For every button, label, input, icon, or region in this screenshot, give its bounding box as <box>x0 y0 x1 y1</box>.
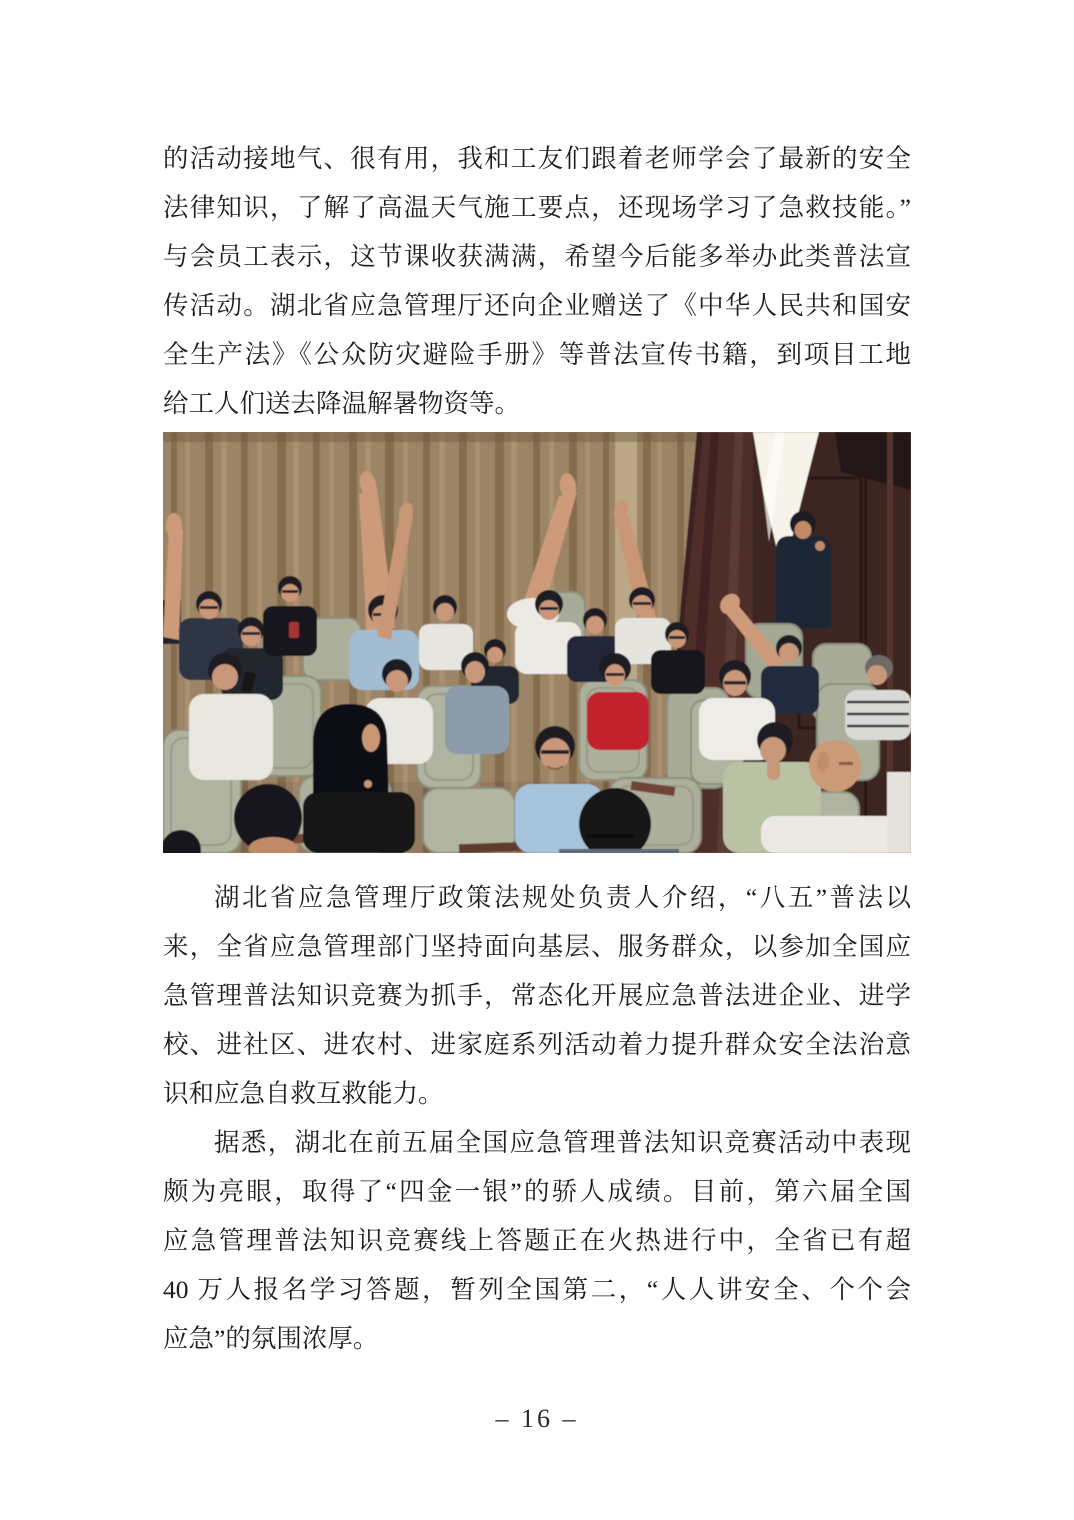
text-line: 与会员工表示，这节课收获满满，希望今后能多举办此类普法宣 <box>163 242 911 271</box>
paragraph-1 <box>163 134 911 428</box>
text-line: 据悉，湖北在前五届全国应急管理普法知识竞赛活动中表现 <box>214 1128 911 1157</box>
text-line: 全生产法》《公众防灾避险手册》等普法宣传书籍，到项目工地 <box>163 340 911 369</box>
text-line: 识和应急自救互救能力。 <box>163 1079 444 1108</box>
text-line: 给工人们送去降温解暑物资等。 <box>163 389 521 418</box>
text-line: 颇为亮眼，取得了“四金一银”的骄人成绩。目前，第六届全国 <box>163 1177 911 1206</box>
text-line: 急管理普法知识竞赛为抓手，常态化开展应急普法进企业、进学 <box>163 981 911 1010</box>
person <box>887 772 911 853</box>
text-line: 40 万人报名学习答题，暂列全国第二，“人人讲安全、个个会 <box>163 1275 911 1304</box>
text-line: 传活动。湖北省应急管理厅还向企业赠送了《中华人民共和国安 <box>163 291 911 320</box>
text-line: 应急管理普法知识竞赛线上答题正在火热进行中，全省已有超 <box>163 1226 911 1255</box>
page-number: – 16 – <box>495 1404 579 1433</box>
text-line: 应急”的氛围浓厚。 <box>163 1324 379 1353</box>
text-line: 的活动接地气、很有用，我和工友们跟着老师学会了最新的安全 <box>163 144 911 173</box>
text-line: 湖北省应急管理厅政策法规处负责人介绍，“八五”普法以 <box>214 883 911 912</box>
text-line: 校、进社区、进农村、进家庭系列活动着力提升群众安全法治意 <box>163 1030 911 1059</box>
paragraph-2 <box>163 873 911 1118</box>
event-photo-illustration <box>163 432 911 853</box>
text-line: 来，全省应急管理部门坚持面向基层、服务群众，以参加全国应 <box>163 932 911 961</box>
paragraph-3 <box>163 1118 911 1363</box>
event-photo <box>163 432 911 853</box>
text-line: 法律知识，了解了高温天气施工要点，还现场学习了急救技能。” <box>163 193 911 222</box>
